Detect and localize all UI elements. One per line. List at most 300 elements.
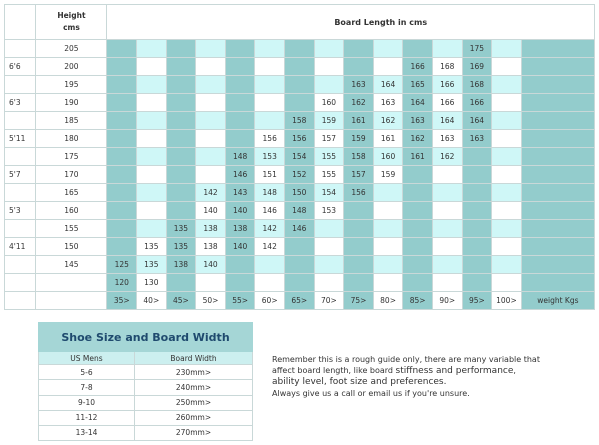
board-length-cell bbox=[166, 112, 196, 130]
feet-label: 6'3 bbox=[5, 94, 36, 112]
board-length-cell bbox=[403, 256, 433, 274]
weight-label: 95> bbox=[462, 292, 492, 310]
board-width-cell: 250mm> bbox=[135, 395, 253, 410]
shoe-row bbox=[39, 365, 253, 380]
board-length-cell bbox=[432, 202, 462, 220]
board-length-cell bbox=[285, 76, 315, 94]
trailing-cell bbox=[521, 220, 594, 238]
board-length-cell bbox=[373, 202, 403, 220]
board-length-cell bbox=[137, 130, 167, 148]
trailing-cell bbox=[521, 202, 594, 220]
board-length-cell bbox=[196, 112, 226, 130]
board-length-cell bbox=[166, 202, 196, 220]
weight-label: 80> bbox=[373, 292, 403, 310]
shoe-row bbox=[39, 425, 253, 440]
board-length-cell: 175 bbox=[462, 40, 492, 58]
board-length-cell bbox=[166, 184, 196, 202]
board-length-cell bbox=[137, 184, 167, 202]
us-size-cell: 7-8 bbox=[39, 380, 135, 395]
board-length-cell: 148 bbox=[225, 148, 255, 166]
weight-label: 45> bbox=[166, 292, 196, 310]
board-length-cell bbox=[196, 130, 226, 148]
trailing-cell bbox=[521, 94, 594, 112]
height-cm bbox=[36, 274, 107, 292]
board-length-cell bbox=[166, 148, 196, 166]
board-length-cell bbox=[166, 130, 196, 148]
feet-label bbox=[5, 76, 36, 94]
board-length-cell bbox=[285, 58, 315, 76]
board-length-cell: 163 bbox=[462, 130, 492, 148]
note-line-3: ability level, foot size and preferences. bbox=[272, 377, 447, 387]
board-length-cell: 165 bbox=[403, 76, 433, 94]
board-length-cell bbox=[432, 274, 462, 292]
weight-label: 55> bbox=[225, 292, 255, 310]
note-line-2-emphasis: stiffness and performance bbox=[395, 366, 514, 376]
board-length-cell: 157 bbox=[344, 166, 374, 184]
height-cm: 180 bbox=[36, 130, 107, 148]
board-length-cell bbox=[166, 58, 196, 76]
board-length-cell: 164 bbox=[432, 112, 462, 130]
board-length-cell bbox=[373, 238, 403, 256]
chart-row bbox=[5, 256, 595, 274]
trailing-cell bbox=[521, 76, 594, 94]
board-length-cell: 163 bbox=[373, 94, 403, 112]
board-length-cell bbox=[196, 58, 226, 76]
board-length-cell: 140 bbox=[196, 256, 226, 274]
chart-row bbox=[5, 76, 595, 94]
board-length-cell: 160 bbox=[314, 94, 344, 112]
shoe-header-row bbox=[39, 352, 253, 365]
chart-row bbox=[5, 274, 595, 292]
height-cm: 155 bbox=[36, 220, 107, 238]
shoe-row bbox=[39, 410, 253, 425]
board-length-cell: 130 bbox=[137, 274, 167, 292]
board-length-cell: 151 bbox=[255, 166, 285, 184]
board-length-cell bbox=[462, 184, 492, 202]
board-length-cell bbox=[373, 184, 403, 202]
board-length-cell: 162 bbox=[344, 94, 374, 112]
board-length-cell bbox=[196, 94, 226, 112]
board-length-cell: 152 bbox=[285, 166, 315, 184]
board-length-cell: 148 bbox=[285, 202, 315, 220]
board-length-cell bbox=[255, 256, 285, 274]
board-length-cell bbox=[314, 238, 344, 256]
board-length-cell: 140 bbox=[225, 202, 255, 220]
board-length-cell bbox=[255, 40, 285, 58]
board-length-cell bbox=[137, 76, 167, 94]
trailing-cell bbox=[521, 112, 594, 130]
board-length-cell bbox=[462, 166, 492, 184]
board-length-cell bbox=[344, 220, 374, 238]
board-length-cell bbox=[225, 76, 255, 94]
board-length-cell bbox=[107, 184, 137, 202]
feet-label bbox=[5, 112, 36, 130]
board-length-cell: 166 bbox=[432, 94, 462, 112]
board-length-cell bbox=[166, 76, 196, 94]
height-header-label: Height bbox=[57, 11, 86, 20]
board-length-cell: 161 bbox=[403, 148, 433, 166]
chart-row bbox=[5, 94, 595, 112]
board-length-cell: 155 bbox=[314, 166, 344, 184]
chart-row bbox=[5, 130, 595, 148]
board-length-cell bbox=[462, 202, 492, 220]
board-length-cell bbox=[314, 220, 344, 238]
board-length-cell bbox=[137, 40, 167, 58]
board-length-cell bbox=[432, 220, 462, 238]
board-length-cell: 135 bbox=[137, 238, 167, 256]
board-length-cell: 153 bbox=[255, 148, 285, 166]
board-length-cell: 166 bbox=[403, 58, 433, 76]
shoe-title-row bbox=[39, 323, 253, 352]
board-length-cell bbox=[107, 148, 137, 166]
board-length-cell bbox=[432, 184, 462, 202]
trailing-cell bbox=[521, 148, 594, 166]
feet-label: 5'11 bbox=[5, 130, 36, 148]
board-length-cell: 163 bbox=[432, 130, 462, 148]
board-length-cell bbox=[225, 130, 255, 148]
board-length-cell bbox=[255, 112, 285, 130]
board-length-cell: 155 bbox=[314, 148, 344, 166]
board-length-cell bbox=[137, 166, 167, 184]
board-length-cell bbox=[285, 238, 315, 256]
board-length-cell bbox=[285, 40, 315, 58]
board-length-cell bbox=[137, 94, 167, 112]
board-length-cell bbox=[492, 40, 522, 58]
board-length-cell bbox=[344, 40, 374, 58]
board-width-cell: 240mm> bbox=[135, 380, 253, 395]
board-length-cell bbox=[225, 274, 255, 292]
weight-row-blank bbox=[36, 292, 107, 310]
board-length-cell bbox=[492, 166, 522, 184]
board-length-cell: 138 bbox=[166, 256, 196, 274]
board-length-cell bbox=[166, 40, 196, 58]
board-length-cell: 138 bbox=[196, 220, 226, 238]
board-length-cell bbox=[285, 274, 315, 292]
weight-row-blank bbox=[5, 292, 36, 310]
trailing-cell bbox=[521, 166, 594, 184]
chart-row bbox=[5, 112, 595, 130]
board-length-cell bbox=[107, 58, 137, 76]
weight-label: 85> bbox=[403, 292, 433, 310]
board-length-cell: 140 bbox=[225, 238, 255, 256]
feet-label bbox=[5, 184, 36, 202]
board-length-cell bbox=[225, 58, 255, 76]
board-length-cell: 159 bbox=[344, 130, 374, 148]
shoe-row bbox=[39, 380, 253, 395]
board-length-cell bbox=[314, 256, 344, 274]
board-length-cell bbox=[225, 112, 255, 130]
board-length-cell bbox=[137, 148, 167, 166]
height-cm: 160 bbox=[36, 202, 107, 220]
shoe-size-table bbox=[38, 322, 253, 441]
board-length-cell bbox=[107, 220, 137, 238]
us-size-cell: 9-10 bbox=[39, 395, 135, 410]
trailing-cell bbox=[521, 40, 594, 58]
board-length-cell bbox=[432, 40, 462, 58]
weight-unit-label: weight Kgs bbox=[521, 292, 594, 310]
board-length-cell bbox=[225, 256, 255, 274]
board-length-cell: 153 bbox=[314, 202, 344, 220]
board-length-cell bbox=[344, 238, 374, 256]
board-length-cell bbox=[344, 58, 374, 76]
board-length-cell bbox=[285, 256, 315, 274]
board-length-cell bbox=[403, 184, 433, 202]
board-length-cell: 166 bbox=[432, 76, 462, 94]
height-cm: 170 bbox=[36, 166, 107, 184]
board-length-cell bbox=[432, 238, 462, 256]
board-length-cell bbox=[196, 40, 226, 58]
feet-label bbox=[5, 256, 36, 274]
board-length-cell: 160 bbox=[373, 148, 403, 166]
trailing-cell bbox=[521, 274, 594, 292]
board-length-cell: 142 bbox=[255, 238, 285, 256]
board-length-cell: 169 bbox=[462, 58, 492, 76]
board-length-cell: 158 bbox=[344, 148, 374, 166]
chart-row bbox=[5, 40, 595, 58]
board-length-cell: 162 bbox=[432, 148, 462, 166]
board-length-cell: 140 bbox=[196, 202, 226, 220]
board-length-cell bbox=[403, 166, 433, 184]
chart-row bbox=[5, 166, 595, 184]
board-length-cell bbox=[492, 76, 522, 94]
note-line-2-end: , bbox=[513, 366, 516, 375]
trailing-cell bbox=[521, 58, 594, 76]
weight-label: 75> bbox=[344, 292, 374, 310]
board-length-cell: 168 bbox=[462, 76, 492, 94]
board-length-cell bbox=[255, 274, 285, 292]
board-length-cell bbox=[137, 220, 167, 238]
board-length-cell: 146 bbox=[285, 220, 315, 238]
board-length-header: Board Length in cms bbox=[107, 5, 595, 40]
chart-row bbox=[5, 184, 595, 202]
board-length-cell bbox=[492, 148, 522, 166]
board-length-cell bbox=[137, 58, 167, 76]
board-length-cell: 157 bbox=[314, 130, 344, 148]
board-length-cell bbox=[107, 76, 137, 94]
board-length-cell bbox=[403, 202, 433, 220]
board-length-cell: 135 bbox=[166, 238, 196, 256]
board-length-cell bbox=[373, 274, 403, 292]
board-length-cell bbox=[462, 220, 492, 238]
board-length-cell bbox=[314, 58, 344, 76]
board-length-cell bbox=[403, 238, 433, 256]
board-length-cell bbox=[492, 184, 522, 202]
feet-label bbox=[5, 274, 36, 292]
board-length-cell bbox=[255, 76, 285, 94]
board-length-cell bbox=[432, 166, 462, 184]
board-length-cell bbox=[373, 40, 403, 58]
height-cm: 165 bbox=[36, 184, 107, 202]
board-length-cell bbox=[492, 94, 522, 112]
height-cm: 200 bbox=[36, 58, 107, 76]
note-line-2-start: affect board length, like board bbox=[272, 366, 396, 375]
board-length-cell: 148 bbox=[255, 184, 285, 202]
board-length-cell bbox=[462, 256, 492, 274]
weight-label: 40> bbox=[137, 292, 167, 310]
board-length-cell bbox=[314, 76, 344, 94]
feet-label bbox=[5, 220, 36, 238]
chart-row bbox=[5, 202, 595, 220]
feet-label: 5'3 bbox=[5, 202, 36, 220]
board-length-cell bbox=[107, 238, 137, 256]
board-length-cell bbox=[255, 58, 285, 76]
board-length-cell: 125 bbox=[107, 256, 137, 274]
board-length-cell bbox=[492, 58, 522, 76]
board-length-cell bbox=[255, 94, 285, 112]
board-length-cell: 154 bbox=[285, 148, 315, 166]
board-length-cell bbox=[492, 274, 522, 292]
board-length-cell: 120 bbox=[107, 274, 137, 292]
board-length-cell bbox=[403, 40, 433, 58]
board-length-cell: 161 bbox=[373, 130, 403, 148]
board-length-cell: 163 bbox=[403, 112, 433, 130]
board-length-cell: 142 bbox=[255, 220, 285, 238]
feet-label: 5'7 bbox=[5, 166, 36, 184]
height-cm: 145 bbox=[36, 256, 107, 274]
board-length-cell bbox=[492, 238, 522, 256]
weight-label: 90> bbox=[432, 292, 462, 310]
board-length-cell bbox=[196, 166, 226, 184]
board-length-cell: 162 bbox=[373, 112, 403, 130]
weight-label: 60> bbox=[255, 292, 285, 310]
board-length-cell bbox=[492, 256, 522, 274]
board-length-cell: 150 bbox=[285, 184, 315, 202]
feet-label: 6'6 bbox=[5, 58, 36, 76]
weight-label: 50> bbox=[196, 292, 226, 310]
board-length-cell: 135 bbox=[166, 220, 196, 238]
board-length-cell bbox=[344, 274, 374, 292]
board-length-cell bbox=[225, 40, 255, 58]
height-cm: 190 bbox=[36, 94, 107, 112]
board-length-cell bbox=[107, 202, 137, 220]
board-length-cell: 156 bbox=[344, 184, 374, 202]
board-length-cell bbox=[107, 40, 137, 58]
board-length-cell: 156 bbox=[285, 130, 315, 148]
board-length-cell bbox=[225, 94, 255, 112]
weight-label: 35> bbox=[107, 292, 137, 310]
board-length-cell bbox=[344, 256, 374, 274]
guide-note bbox=[272, 354, 582, 399]
board-length-cell bbox=[166, 166, 196, 184]
board-width-cell: 230mm> bbox=[135, 365, 253, 380]
weight-row bbox=[5, 292, 595, 310]
note-line-2 bbox=[272, 365, 582, 377]
board-length-cell: 166 bbox=[462, 94, 492, 112]
header-blank-cell bbox=[5, 5, 36, 40]
board-length-cell bbox=[285, 94, 315, 112]
board-length-cell bbox=[462, 238, 492, 256]
board-length-cell bbox=[403, 274, 433, 292]
board-width-header: Board Width bbox=[135, 352, 253, 365]
height-cm: 175 bbox=[36, 148, 107, 166]
board-length-cell: 135 bbox=[137, 256, 167, 274]
weight-label: 100> bbox=[492, 292, 522, 310]
note-line-1: Remember this is a rough guide only, there are many variable that bbox=[272, 355, 540, 364]
board-length-cell: 168 bbox=[432, 58, 462, 76]
board-length-cell bbox=[403, 220, 433, 238]
board-length-cell: 156 bbox=[255, 130, 285, 148]
height-cm: 195 bbox=[36, 76, 107, 94]
board-length-cell: 158 bbox=[285, 112, 315, 130]
chart-row bbox=[5, 58, 595, 76]
us-size-cell: 13-14 bbox=[39, 425, 135, 440]
board-length-cell bbox=[196, 76, 226, 94]
shoe-row bbox=[39, 395, 253, 410]
board-length-cell bbox=[314, 274, 344, 292]
board-length-cell bbox=[373, 256, 403, 274]
board-length-cell: 162 bbox=[403, 130, 433, 148]
height-cm: 205 bbox=[36, 40, 107, 58]
note-line-4: Always give us a call or email us if you're unsure. bbox=[272, 389, 470, 398]
board-length-cell: 159 bbox=[373, 166, 403, 184]
board-length-cell bbox=[373, 58, 403, 76]
board-length-cell bbox=[196, 274, 226, 292]
board-length-cell bbox=[462, 274, 492, 292]
board-length-cell bbox=[166, 274, 196, 292]
board-length-cell: 146 bbox=[255, 202, 285, 220]
height-header-unit: cms bbox=[63, 23, 80, 32]
board-length-cell: 161 bbox=[344, 112, 374, 130]
board-length-cell: 143 bbox=[225, 184, 255, 202]
board-length-cell bbox=[137, 112, 167, 130]
shoe-table-title: Shoe Size and Board Width bbox=[39, 323, 253, 352]
board-length-cell bbox=[492, 130, 522, 148]
weight-label: 70> bbox=[314, 292, 344, 310]
board-length-cell bbox=[107, 112, 137, 130]
board-length-cell: 146 bbox=[225, 166, 255, 184]
board-width-cell: 270mm> bbox=[135, 425, 253, 440]
height-cm: 150 bbox=[36, 238, 107, 256]
board-length-cell bbox=[196, 148, 226, 166]
board-width-cell: 260mm> bbox=[135, 410, 253, 425]
board-length-cell: 163 bbox=[344, 76, 374, 94]
board-length-cell bbox=[492, 112, 522, 130]
chart-row bbox=[5, 148, 595, 166]
board-length-cell: 142 bbox=[196, 184, 226, 202]
board-length-cell bbox=[107, 130, 137, 148]
trailing-cell bbox=[521, 238, 594, 256]
board-length-cell bbox=[462, 148, 492, 166]
trailing-cell bbox=[521, 184, 594, 202]
board-length-cell bbox=[344, 202, 374, 220]
board-length-cell: 164 bbox=[462, 112, 492, 130]
board-length-cell: 159 bbox=[314, 112, 344, 130]
board-length-cell: 138 bbox=[196, 238, 226, 256]
board-length-cell bbox=[107, 94, 137, 112]
board-length-cell bbox=[432, 256, 462, 274]
board-length-cell bbox=[314, 40, 344, 58]
board-length-cell: 164 bbox=[403, 94, 433, 112]
chart-row bbox=[5, 220, 595, 238]
chart-row bbox=[5, 238, 595, 256]
board-length-cell: 154 bbox=[314, 184, 344, 202]
us-size-cell: 5-6 bbox=[39, 365, 135, 380]
weight-label: 65> bbox=[285, 292, 315, 310]
us-size-cell: 11-12 bbox=[39, 410, 135, 425]
board-length-cell bbox=[107, 166, 137, 184]
feet-label bbox=[5, 148, 36, 166]
height-header bbox=[36, 5, 107, 40]
board-length-cell bbox=[137, 202, 167, 220]
feet-label: 4'11 bbox=[5, 238, 36, 256]
board-length-cell bbox=[492, 220, 522, 238]
feet-label bbox=[5, 40, 36, 58]
trailing-cell bbox=[521, 256, 594, 274]
board-length-cell: 138 bbox=[225, 220, 255, 238]
board-length-chart bbox=[4, 4, 595, 310]
board-length-cell: 164 bbox=[373, 76, 403, 94]
height-cm: 185 bbox=[36, 112, 107, 130]
